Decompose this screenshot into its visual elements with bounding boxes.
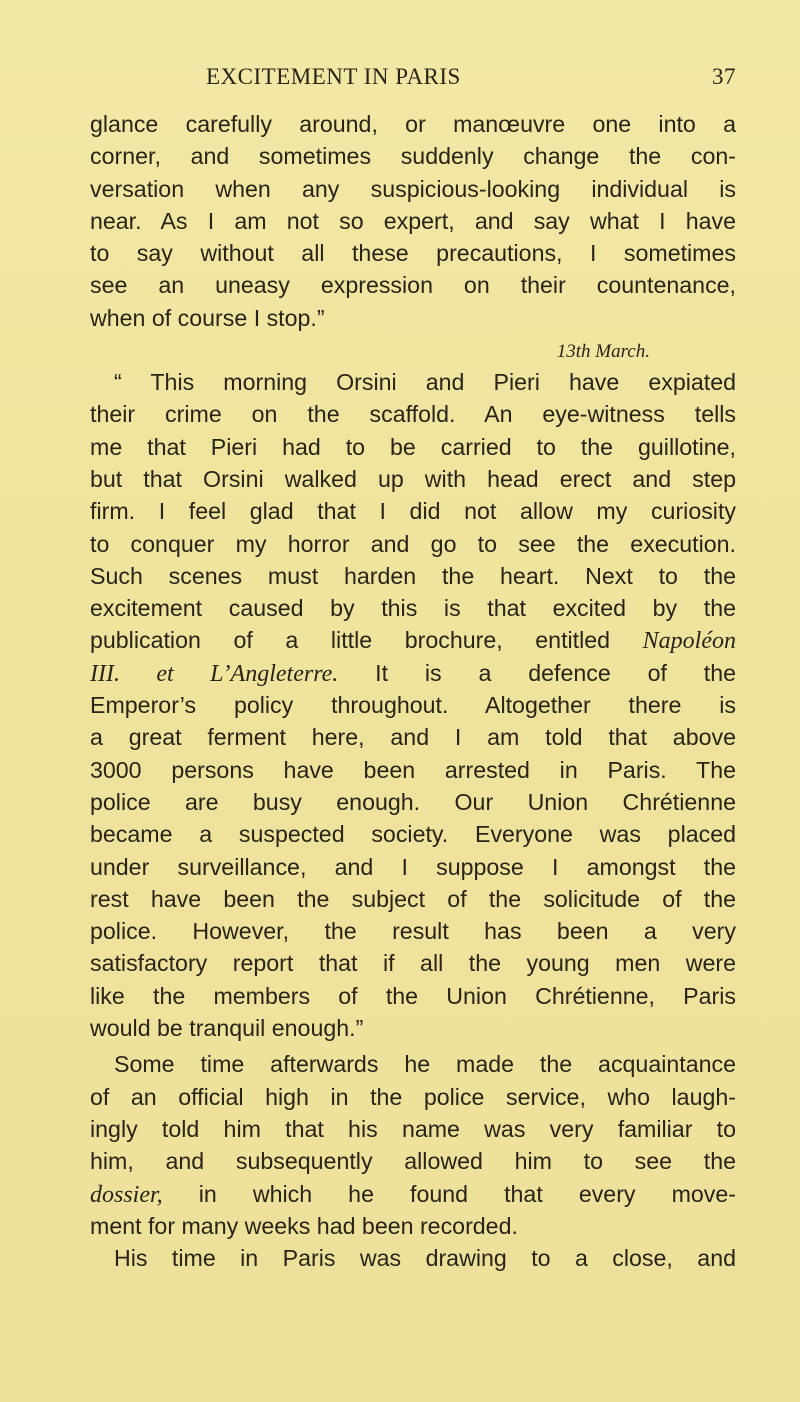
- text-line: to say without all these precautions, I sometimes: [90, 240, 736, 267]
- diary-date: 13th March.: [556, 341, 650, 363]
- text-line: “ This morning Orsini and Pieri have expiated: [114, 369, 736, 396]
- text-line: excitement caused by this is that excited by the: [90, 595, 736, 622]
- text-line: Such scenes must harden the heart. Next to the: [90, 562, 736, 589]
- text-line: to conquer my horror and go to see the execution.: [90, 530, 736, 557]
- italic-term: dossier,: [90, 1181, 163, 1208]
- text-line: me that Pieri had to be carried to the guillotine,: [90, 433, 736, 460]
- text-line: when of course I stop.”: [90, 304, 325, 331]
- text-line: versation when any suspicious-looking individual is: [90, 175, 736, 202]
- text-line: ment for many weeks had been recorded.: [90, 1212, 518, 1239]
- body-text: [90, 108, 736, 1274]
- text-line: but that Orsini walked up with head erect and step: [90, 465, 736, 492]
- running-head: [90, 64, 736, 96]
- text-line: rest have been the subject of the solicitude of the: [90, 885, 736, 912]
- text-line: 3000 persons have been arrested in Paris. The: [90, 756, 736, 783]
- text-line: of an official high in the police service, who laugh-: [90, 1083, 736, 1110]
- text-line: Emperor’s policy throughout. Altogether there is: [90, 692, 736, 719]
- text-segment: in which he found that every move-: [198, 1180, 736, 1207]
- text-line: ingly told him that his name was very familiar to: [90, 1115, 736, 1142]
- text-segment: publication of a little brochure, entitled: [90, 627, 611, 654]
- text-line: satisfactory report that if all the young men were: [90, 950, 736, 977]
- italic-title: Napoléon: [642, 628, 736, 655]
- text-line: police are busy enough. Our Union Chrétienne: [90, 788, 736, 815]
- text-line: became a suspected society. Everyone was placed: [90, 821, 736, 848]
- text-line: a great ferment here, and I am told that above: [90, 724, 736, 751]
- running-title: EXCITEMENT IN PARIS: [206, 64, 461, 89]
- text-line: their crime on the scaffold. An eye-witness tells: [90, 401, 736, 428]
- text-line: him, and subsequently allowed him to see the: [90, 1148, 736, 1175]
- text-segment: It is a defence of the: [375, 659, 736, 686]
- italic-title: III. et L’Angleterre.: [90, 660, 339, 687]
- text-line: [90, 624, 736, 656]
- text-line: His time in Paris was drawing to a close, and: [114, 1245, 736, 1272]
- text-line: Some time afterwards he made the acquaintance: [114, 1051, 736, 1078]
- text-line: near. As I am not so expert, and say what I have: [90, 207, 736, 234]
- text-line: [90, 657, 736, 689]
- text-line: [90, 1178, 736, 1210]
- text-line: would be tranquil enough.”: [90, 1015, 364, 1042]
- text-line: police. However, the result has been a very: [90, 918, 736, 945]
- text-line: glance carefully around, or manœuvre one into a: [90, 111, 736, 137]
- text-line: see an uneasy expression on their countenance,: [90, 272, 736, 299]
- text-line: corner, and sometimes suddenly change the con-: [90, 143, 736, 170]
- text-line: firm. I feel glad that I did not allow my curiosity: [90, 498, 736, 525]
- text-line: under surveillance, and I suppose I amongst the: [90, 853, 736, 880]
- text-line: like the members of the Union Chrétienne, Paris: [90, 982, 736, 1009]
- page-number: 37: [712, 64, 736, 89]
